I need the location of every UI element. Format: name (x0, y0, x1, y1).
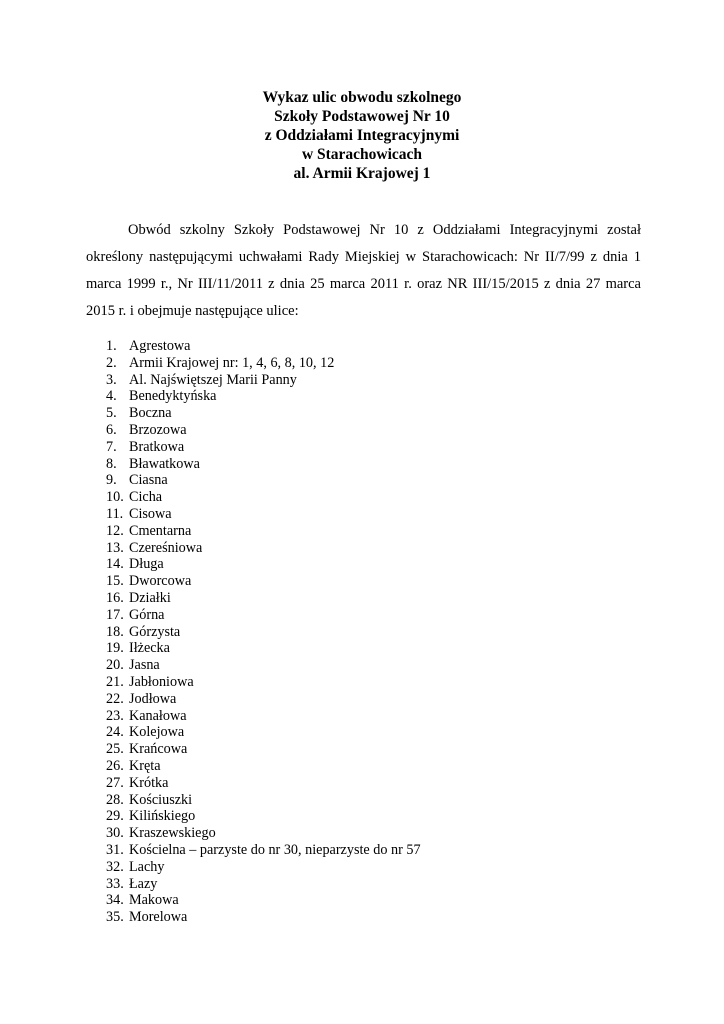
street-item (106, 523, 421, 540)
street-item (106, 640, 421, 657)
street-number: 16. (106, 589, 124, 606)
street-number: 6. (106, 421, 117, 438)
street-item (106, 876, 421, 893)
street-name: Lachy (129, 858, 165, 875)
street-number: 18. (106, 623, 124, 640)
street-item (106, 825, 421, 842)
street-item (106, 506, 421, 523)
street-name: Jabłoniowa (129, 673, 194, 690)
street-number: 14. (106, 556, 124, 573)
street-item (106, 842, 421, 859)
street-name: Kolejowa (129, 724, 185, 741)
street-name: Kilińskiego (129, 808, 196, 825)
street-number: 25. (106, 741, 124, 758)
street-name: Benedyktyńska (129, 388, 217, 405)
street-name: Długa (129, 556, 164, 573)
street-name: Jasna (129, 657, 160, 674)
street-item (106, 355, 421, 372)
street-number: 30. (106, 825, 124, 842)
street-item (106, 909, 421, 926)
street-name: Brzozowa (129, 421, 187, 438)
street-number: 31. (106, 841, 124, 858)
street-number: 1. (106, 338, 117, 354)
street-item (106, 708, 421, 725)
street-number: 24. (106, 724, 124, 741)
street-number: 26. (106, 757, 124, 774)
street-number: 29. (106, 808, 124, 825)
street-name: Cicha (129, 489, 163, 506)
street-item (106, 439, 421, 456)
street-item (106, 372, 421, 389)
street-number: 17. (106, 606, 124, 623)
street-number: 5. (106, 405, 117, 422)
street-number: 9. (106, 472, 117, 489)
street-name: Cisowa (129, 505, 172, 522)
street-number: 3. (106, 371, 117, 388)
street-number: 12. (106, 522, 124, 539)
street-name: Czereśniowa (129, 539, 203, 556)
street-name: Kraszewskiego (129, 825, 216, 842)
title-line: Wykaz ulic obwodu szkolnego (262, 89, 462, 106)
street-item (106, 657, 421, 674)
street-name: Bławatkowa (129, 455, 200, 472)
street-number: 19. (106, 640, 124, 657)
street-item (106, 775, 421, 792)
street-item (106, 456, 421, 473)
street-number: 27. (106, 774, 124, 791)
street-name: Bratkowa (129, 438, 185, 455)
street-item (106, 724, 421, 741)
street-name: Dworcowa (129, 573, 192, 590)
street-name: Krótka (129, 774, 169, 791)
street-item (106, 489, 421, 506)
street-number: 22. (106, 690, 124, 707)
street-name: Makowa (129, 892, 179, 909)
street-number: 10. (106, 489, 124, 506)
title-line: al. Armii Krajowej 1 (293, 165, 431, 182)
street-number: 32. (106, 858, 124, 875)
street-number: 28. (106, 791, 124, 808)
street-item (106, 892, 421, 909)
intro-text: Obwód szkolny Szkoły Podstawowej Nr 10 z Oddziałami Integracyjnymi został określony następującymi uchwałami Rady Miejskiej w Starachowicach: Nr II/7/99 z dnia 1 marca 1999 r., Nr III/11/2011 z dnia 25 marca 2011 r. oraz NR III/15/2015 z dnia 27 marca 2015 r. i obejmuje następujące ulice: (86, 222, 641, 319)
street-number: 20. (106, 657, 124, 674)
street-item (106, 422, 421, 439)
street-list (106, 338, 421, 926)
title-line: z Oddziałami Integracyjnymi (264, 127, 460, 144)
street-name: Boczna (129, 405, 172, 422)
street-item (106, 556, 421, 573)
street-item (106, 792, 421, 809)
street-item (106, 808, 421, 825)
street-number: 4. (106, 388, 117, 405)
street-name: Iłżecka (129, 640, 170, 657)
street-name: Ciasna (129, 472, 168, 489)
street-name: Górna (129, 606, 165, 623)
street-item (106, 472, 421, 489)
street-item (106, 607, 421, 624)
street-name: Agrestowa (129, 338, 191, 354)
street-item (106, 859, 421, 876)
street-name: Łazy (129, 875, 158, 892)
street-name: Kościuszki (129, 791, 193, 808)
street-name: Armii Krajowej nr: 1, 4, 6, 8, 10, 12 (129, 354, 335, 371)
street-number: 8. (106, 455, 117, 472)
street-name: Kościelna – parzyste do nr 30, nieparzyste do nr 57 (129, 841, 421, 858)
street-name: Krańcowa (129, 741, 188, 758)
street-name: Górzysta (129, 623, 181, 640)
street-item (106, 691, 421, 708)
street-item (106, 674, 421, 691)
street-number: 33. (106, 875, 124, 892)
street-item (106, 540, 421, 557)
street-name: Jodłowa (129, 690, 177, 707)
street-name: Cmentarna (129, 522, 192, 539)
street-number: 21. (106, 673, 124, 690)
street-number: 11. (106, 505, 124, 522)
street-number: 2. (106, 354, 117, 371)
street-name: Kanałowa (129, 707, 187, 724)
street-number: 15. (106, 573, 124, 590)
document-title (0, 88, 724, 183)
street-name: Morelowa (129, 909, 188, 926)
street-item (106, 405, 421, 422)
street-name: Działki (129, 589, 171, 606)
street-number: 35. (106, 909, 124, 926)
intro-paragraph (86, 217, 641, 325)
street-name: Kręta (129, 757, 161, 774)
street-item (106, 338, 421, 355)
street-number: 13. (106, 539, 124, 556)
street-number: 34. (106, 892, 124, 909)
street-item (106, 758, 421, 775)
street-item (106, 741, 421, 758)
street-item (106, 624, 421, 641)
street-number: 7. (106, 438, 117, 455)
street-name: Al. Najświętszej Marii Panny (129, 371, 297, 388)
street-item (106, 590, 421, 607)
street-item (106, 573, 421, 590)
street-number: 23. (106, 707, 124, 724)
title-line: Szkoły Podstawowej Nr 10 (274, 108, 450, 125)
title-line: w Starachowicach (301, 146, 423, 163)
street-item (106, 388, 421, 405)
